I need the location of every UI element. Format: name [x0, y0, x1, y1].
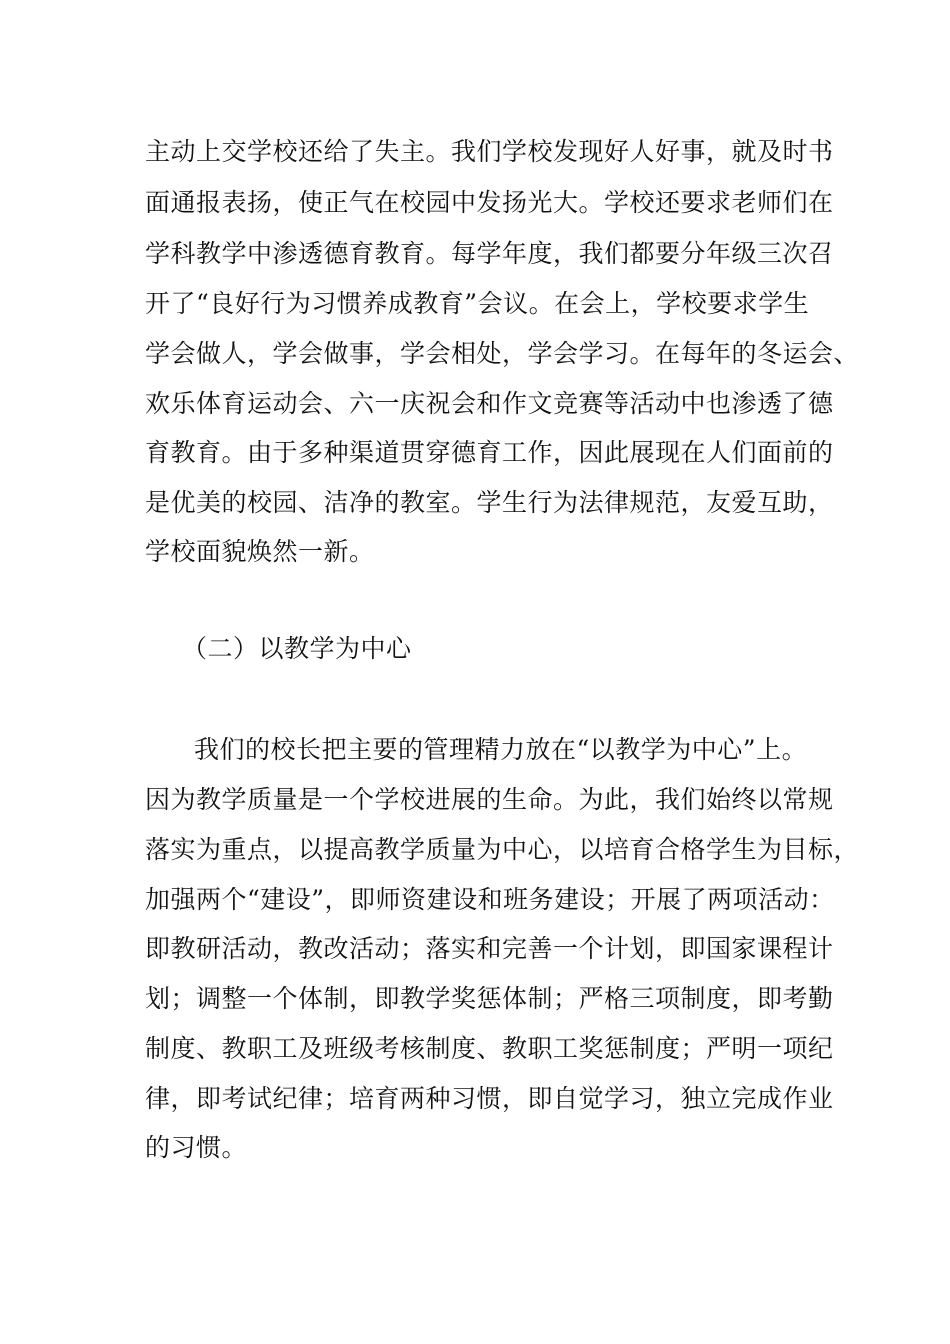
- paragraph-1-line: 育教育。由于多种渠道贯穿德育工作，因此展现在人们面前的: [145, 438, 834, 467]
- paragraph-2-line: 落实为重点，以提高教学质量为中心，以培育合格学生为目标，: [145, 835, 860, 864]
- paragraph-1-line: 学会做人，学会做事，学会相处，学会学习。在每年的冬运会、: [145, 339, 860, 368]
- paragraph-1-line: 欢乐体育运动会、六一庆祝会和作文竞赛等活动中也渗透了德: [145, 389, 834, 418]
- section-heading: （二）以教学为中心: [182, 634, 412, 663]
- paragraph-2-line: 加强两个“建设”，即师资建设和班务建设；开展了两项活动：: [145, 885, 835, 914]
- paragraph-1-line: 开了“良好行为习惯养成教育”会议。在会上，学校要求学生: [145, 289, 810, 318]
- paragraph-2-line: 的习惯。: [145, 1133, 248, 1162]
- paragraph-1-line: 学校面貌焕然一新。: [145, 537, 375, 566]
- paragraph-1-line: 面通报表扬，使正气在校园中发扬光大。学校还要求老师们在: [145, 188, 834, 217]
- paragraph-2-line: 即教研活动，教改活动；落实和完善一个计划，即国家课程计: [145, 934, 834, 963]
- paragraph-2-line: 制度、教职工及班级考核制度、教职工奖惩制度；严明一项纪: [145, 1034, 834, 1063]
- paragraph-1-line: 是优美的校园、洁净的教室。学生行为法律规范，友爱互助，: [145, 488, 834, 517]
- paragraph-1-line: 主动上交学校还给了失主。我们学校发现好人好事，就及时书: [145, 137, 834, 166]
- paragraph-1-line: 学科教学中渗透德育教育。每学年度，我们都要分年级三次召: [145, 239, 834, 268]
- paragraph-2-line: 律，即考试纪律；培育两种习惯，即自觉学习，独立完成作业: [145, 1084, 834, 1113]
- paragraph-2-line: 因为教学质量是一个学校进展的生命。为此，我们始终以常规: [145, 785, 834, 814]
- paragraph-2-line: 划；调整一个体制，即教学奖惩体制；严格三项制度，即考勤: [145, 984, 834, 1013]
- paragraph-2-line: 我们的校长把主要的管理精力放在“以教学为中心”上。: [194, 735, 808, 764]
